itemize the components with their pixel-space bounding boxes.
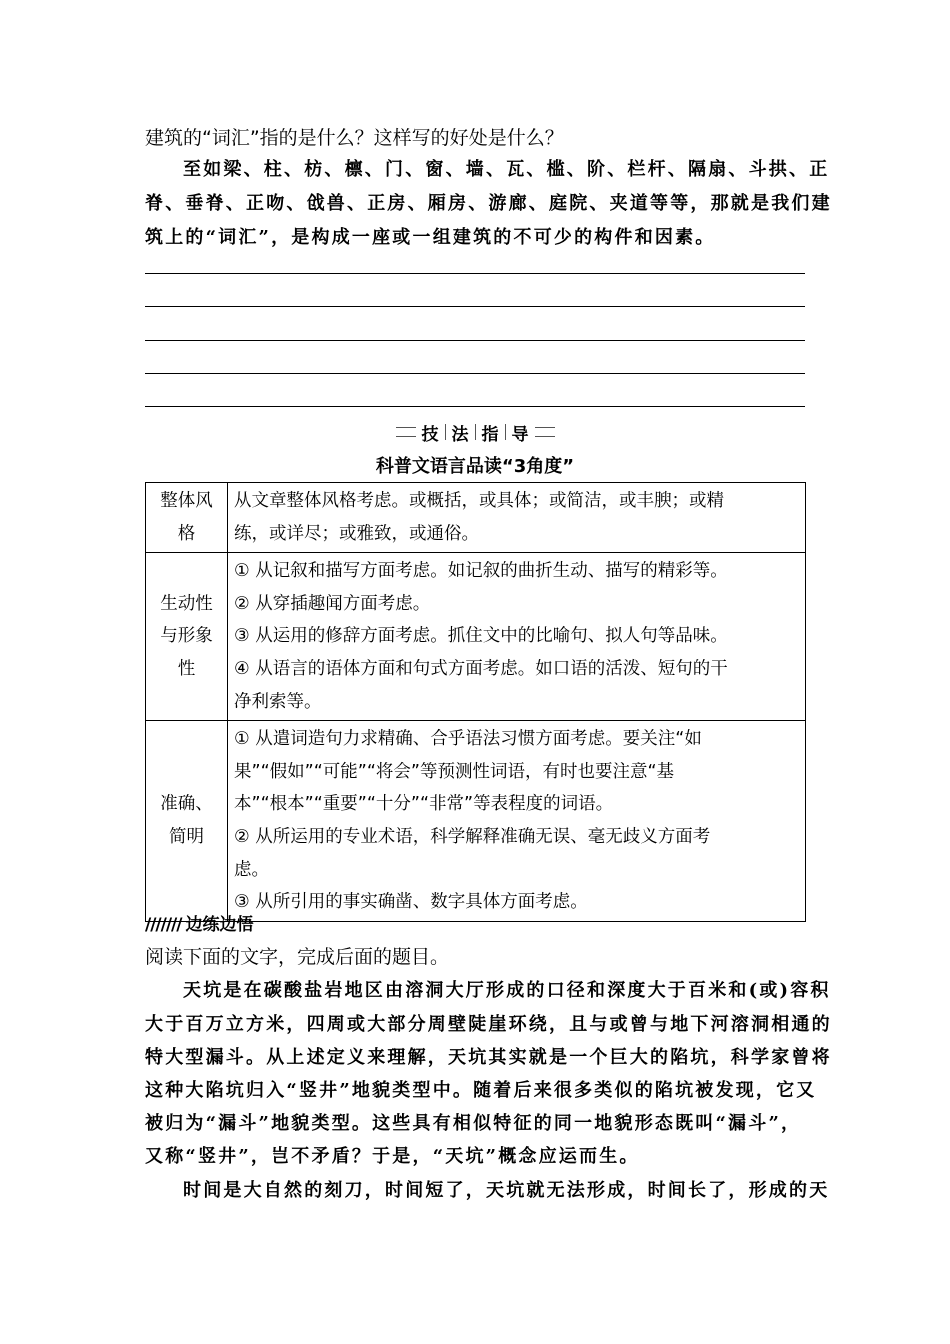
- answer-line: [145, 273, 805, 274]
- banner-deco-right: [535, 427, 555, 437]
- practice-label: 边练边悟: [185, 915, 254, 935]
- table-row: [146, 483, 806, 553]
- table-row: [146, 721, 806, 922]
- row-heading: 整体风 格: [146, 483, 228, 553]
- passage2-line-7: 时间是大自然的刻刀，时间短了，天坑就无法形成，时间长了，形成的天: [183, 1180, 830, 1201]
- answer-line: [145, 373, 805, 374]
- passage2-line-1: 天坑是在碳酸盐岩地区由溶洞大厅形成的口径和深度大于百米和(或)容积: [183, 980, 831, 1001]
- banner-deco-left: [396, 427, 416, 437]
- banner-char: 指: [481, 424, 499, 445]
- passage2-line-2: 大于百万立方米，四周或大部分周壁陡崖环绕，且与或曾与地下河溶洞相通的: [145, 1014, 832, 1035]
- method-table: [145, 482, 806, 922]
- table-title: 科普文语言品读“3角度”: [375, 456, 575, 477]
- row-heading: 准确、 简明: [146, 721, 228, 922]
- question-text: 建筑的“词汇”指的是什么？这样写的好处是什么？: [145, 127, 564, 149]
- banner-char: 法: [451, 424, 469, 445]
- passage2-line-5: 被归为“漏斗”地貌类型。这些具有相似特征的同一地貌形态既叫“漏斗”，: [145, 1113, 802, 1134]
- row-heading: 生动性 与形象 性: [146, 553, 228, 721]
- instruction-text: 阅读下面的文字，完成后面的题目。: [145, 946, 450, 968]
- row-content: ① 从记叙和描写方面考虑。如记叙的曲折生动、描写的精彩等。 ② 从穿插趣闻方面考虑。 ③ 从运用的修辞方面考虑。抓住文中的比喻句、拟人句等品味。 ④ 从语言的语体方面和句式方面考虑。如口语的活泼、短句的干 净利索等。: [228, 553, 806, 721]
- passage2-line-3: 特大型漏斗。从上述定义来理解，天坑其实就是一个巨大的陷坑，科学家曾将: [145, 1047, 832, 1068]
- passage1-line-2: 脊、垂脊、正吻、戗兽、正房、厢房、游廊、庭院、夹道等等，那就是我们建: [145, 193, 832, 214]
- row-content: ① 从遣词造句力求精确、合乎语法习惯方面考虑。要关注“如 果”“假如”“可能”“将会”等预测性词语，有时也要注意“基 本”“根本”“重要”“十分”“非常”等表程度的词语。 ② 从所运用的专业术语，科学解释准确无误、毫无歧义方面考 虑。 ③ 从所引用的事实确凿、数字具体方面考虑。: [228, 721, 806, 922]
- practice-slashes: ///////: [145, 915, 182, 935]
- table-row: [146, 553, 806, 721]
- banner-char: 导: [511, 424, 529, 445]
- passage2-line-6: 又称“竖井”，岂不矛盾？于是，“天坑”概念应运而生。: [145, 1146, 640, 1167]
- section-banner: [395, 418, 555, 446]
- passage1-line-3: 筑上的“词汇”，是构成一座或一组建筑的不可少的构件和因素。: [145, 227, 716, 248]
- answer-line: [145, 306, 805, 307]
- row-content: 从文章整体风格考虑。或概括，或具体；或简洁，或丰腴；或精 练，或详尽；或雅致，或通俗。: [228, 483, 806, 553]
- banner-char: 技: [421, 424, 439, 445]
- answer-line: [145, 406, 805, 407]
- passage1-line-1: 至如梁、柱、枋、檩、门、窗、墙、瓦、槛、阶、栏杆、隔扇、斗拱、正: [183, 159, 830, 180]
- passage2-line-4: 这种大陷坑归入“竖井”地貌类型中。随着后来很多类似的陷坑被发现，它又: [145, 1080, 817, 1101]
- practice-heading: [145, 910, 253, 935]
- answer-line: [145, 340, 805, 341]
